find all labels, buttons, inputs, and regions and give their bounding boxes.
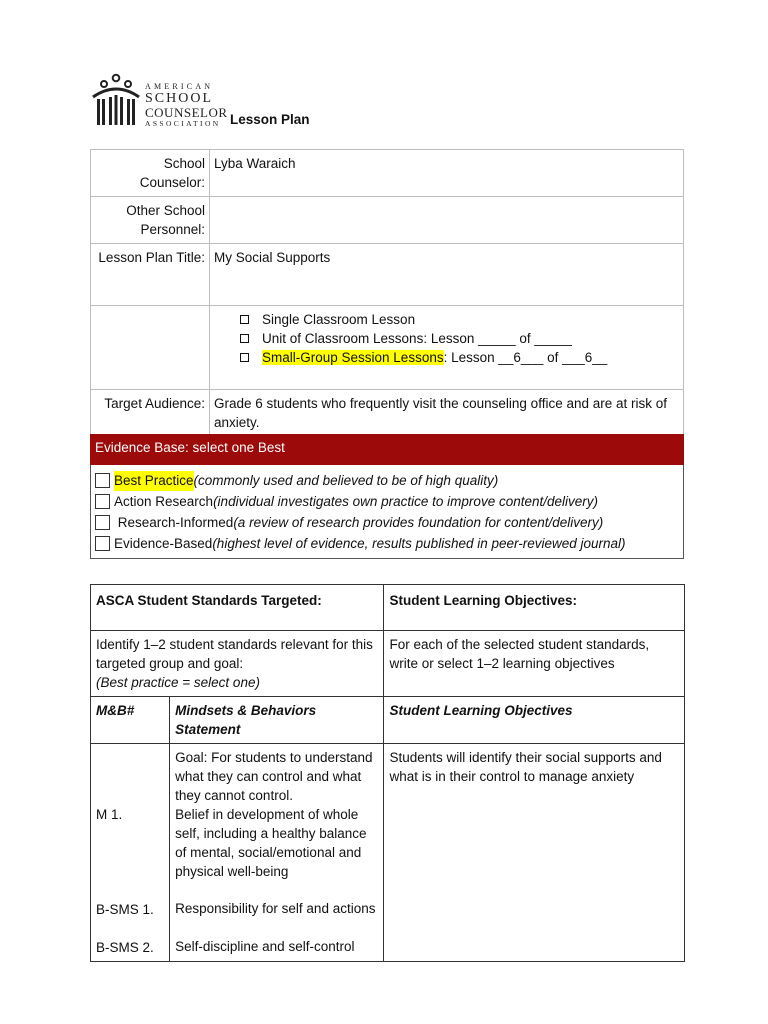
standards-table	[90, 584, 685, 962]
evidence-option-best-practice[interactable]	[95, 470, 679, 491]
checkbox-icon[interactable]	[240, 315, 249, 324]
lesson-type-small-group-label: Small-Group Session Lessons	[262, 350, 444, 365]
lesson-info-table	[90, 149, 684, 454]
checkbox-icon[interactable]	[240, 353, 249, 362]
lesson-type-label	[91, 306, 210, 390]
evidence-options	[90, 465, 684, 559]
mb-statements-cell	[170, 744, 384, 962]
other-personnel-value[interactable]	[210, 197, 684, 244]
lesson-type-small-group[interactable]	[240, 348, 679, 367]
objectives-instructions: For each of the selected student standards, write or select 1–2 learning objectives	[384, 631, 685, 697]
mb-code-bsms1: B-SMS 1.	[96, 902, 154, 917]
other-personnel-label-line1: Other School	[126, 203, 205, 218]
lesson-type-single[interactable]	[240, 310, 679, 329]
evidence-option-label: Evidence-Based	[114, 535, 213, 551]
mb-number-header: M&B#	[91, 697, 170, 744]
mb-codes-cell	[91, 744, 170, 962]
other-personnel-label	[91, 197, 210, 244]
lesson-type-unit[interactable]	[240, 329, 679, 348]
mb-statement-header: Mindsets & Behaviors Statement	[170, 697, 384, 744]
evidence-option-label: Best Practice	[114, 471, 194, 491]
m1-statement[interactable]: Belief in development of whole self, including a healthy balance of mental, social/emotional and physical well-being	[175, 807, 367, 879]
evidence-option-desc: (commonly used and believed to be of high quality)	[193, 472, 499, 488]
other-personnel-label-line2: Personnel:	[140, 222, 205, 237]
checkbox-icon[interactable]	[95, 536, 110, 551]
mb-code-m1: M 1.	[96, 807, 123, 822]
asca-logo	[90, 73, 230, 129]
evidence-option-desc: (a review of research provides foundation for content/delivery)	[233, 514, 604, 530]
evidence-option-label: Action Research	[114, 493, 214, 509]
logo-line-counselor: COUNSELOR	[145, 105, 228, 120]
evidence-base-section	[90, 434, 684, 559]
checkbox-icon[interactable]	[95, 494, 110, 509]
bsms1-statement[interactable]: Responsibility for self and actions	[175, 901, 376, 916]
logo-line-association: ASSOCIATION	[145, 119, 221, 128]
goal-statement[interactable]: Goal: For students to understand what they can control and what they cannot control.	[175, 750, 373, 803]
objectives-header: Student Learning Objectives:	[384, 585, 685, 631]
lesson-type-cell	[210, 306, 684, 390]
counselor-value[interactable]: Lyba Waraich	[210, 150, 684, 197]
counselor-label: School Counselor:	[91, 150, 210, 197]
lesson-type-unit-label: Unit of Classroom Lessons: Lesson _____ of _____	[262, 331, 572, 346]
logo-line-school: SCHOOL	[145, 91, 214, 106]
lesson-type-list	[214, 310, 679, 367]
learning-objective-cell[interactable]: Students will identify their social supports and what is in their control to manage anxiety	[384, 744, 685, 962]
standards-header: ASCA Student Standards Targeted:	[91, 585, 384, 631]
standards-instructions-text: Identify 1–2 student standards relevant for this targeted group and goal:	[96, 637, 373, 671]
checkbox-icon[interactable]	[95, 515, 110, 530]
evidence-option-research-informed[interactable]	[95, 512, 679, 533]
evidence-option-label: Research-Informed	[114, 514, 234, 530]
standards-instructions	[91, 631, 384, 697]
lesson-type-single-label: Single Classroom Lesson	[262, 312, 416, 327]
lesson-title-label: Lesson Plan Title:	[91, 244, 210, 306]
evidence-option-desc: (individual investigates own practice to improve content/delivery)	[213, 493, 598, 509]
evidence-base-header: Evidence Base: select one Best	[90, 434, 684, 465]
logo-line-american: AMERICAN	[145, 82, 214, 91]
evidence-option-evidence-based[interactable]	[95, 533, 679, 554]
evidence-option-action-research[interactable]	[95, 491, 679, 512]
mb-code-bsms2: B-SMS 2.	[96, 940, 154, 955]
target-audience-value[interactable]: Grade 6 students who frequently visit the counseling office and are at risk of anxiety.	[210, 390, 684, 454]
target-audience-label: Target Audience:	[91, 390, 210, 454]
evidence-option-desc: (highest level of evidence, results published in peer-reviewed journal)	[212, 535, 626, 551]
slo-subheader: Student Learning Objectives	[384, 697, 685, 744]
checkbox-icon[interactable]	[95, 473, 110, 488]
lesson-type-small-group-count: : Lesson __6___ of ___6__	[443, 350, 608, 365]
checkbox-icon[interactable]	[240, 334, 249, 343]
asca-columns-icon	[90, 73, 142, 129]
lesson-title-value[interactable]: My Social Supports	[210, 244, 684, 306]
standards-instructions-note: (Best practice = select one)	[96, 675, 260, 690]
document-title: Lesson Plan	[230, 112, 310, 127]
bsms2-statement[interactable]: Self-discipline and self-control	[175, 939, 355, 954]
